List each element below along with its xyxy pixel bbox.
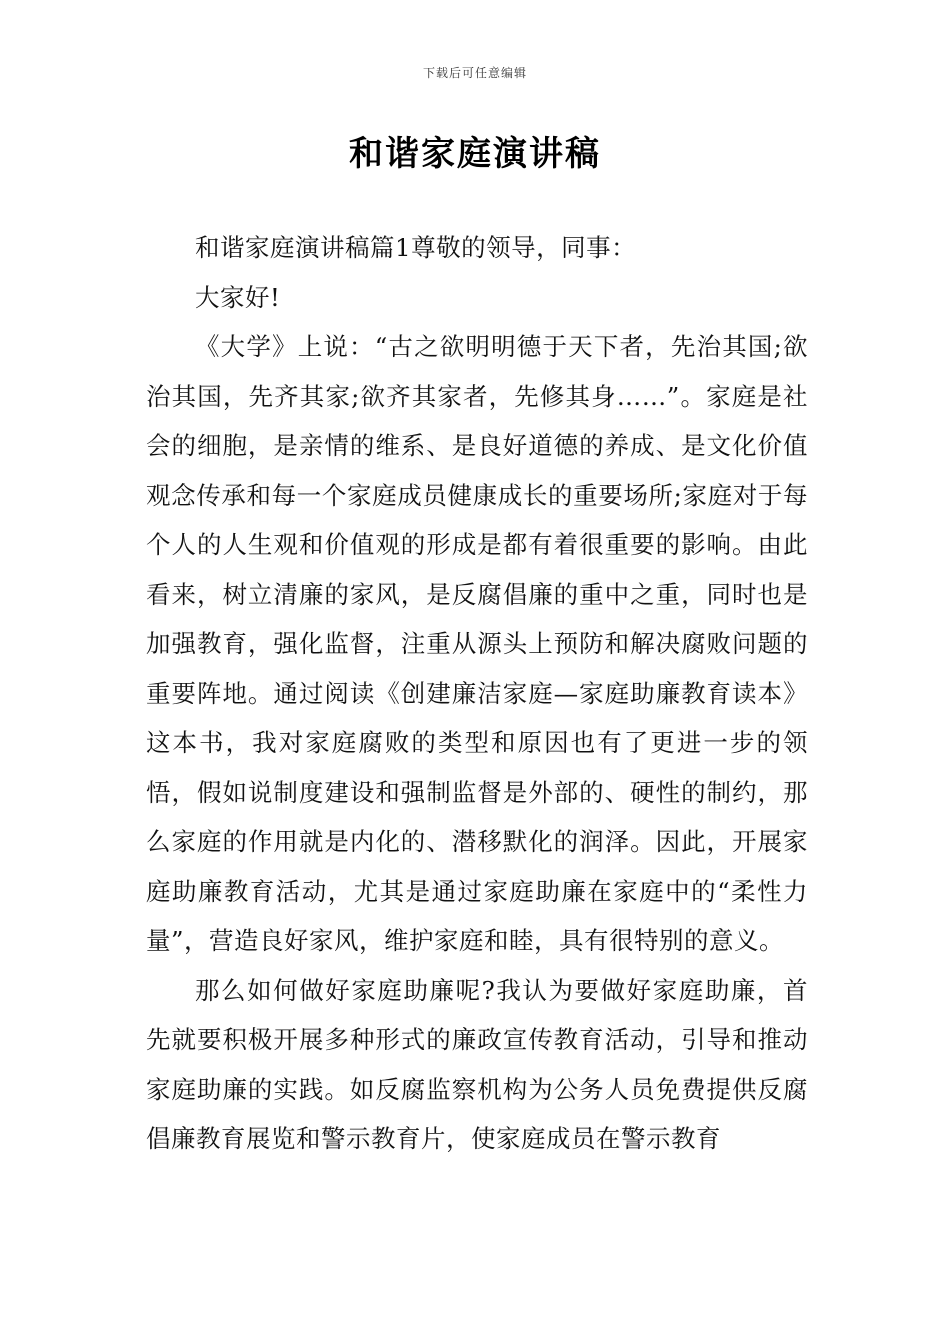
document-title: 和谐家庭演讲稿 — [349, 134, 601, 174]
header-note: 下载后可任意编辑 — [422, 66, 527, 80]
document-body — [146, 223, 808, 1164]
paragraph-greeting: 和谐家庭演讲稿篇1尊敬的领导，同事： — [195, 233, 637, 262]
paragraph-salutation: 大家好! — [195, 282, 281, 312]
paragraph-family-importance: 《大学》上说：“古之欲明明德于天下者，先治其国;欲治其国，先齐其家;欲齐其家者，先修其身……”。家庭是社会的细胞，是亲情的维系、是良好道德的养成、是文化价值观念传承和每一个家庭成员健康成长的重要场所;家庭对于每个人的人生观和价值观的形成是都有着很重要的影响。由此看来，树立清廉的家风，是反腐倡廉的重中之重，同时也是加强教育，强化监督，注重从源头上预防和解决腐败问题的重要阵地。通过阅读《创建廉洁家庭—家庭助廉教育读本》这本书，我对家庭腐败的类型和原因也有了更进一步的领悟，假如说制度建设和强制监督是外部的、硬性的制约，那么家庭的作用就是内化的、潜移默化的润泽。因此，开展家庭助廉教育活动，尤其是通过家庭助廉在家庭中的“柔性力量”，营造良好家风，维护家庭和睦，具有很特别的意义。 — [146, 332, 808, 955]
paragraph-how-to: 那么如何做好家庭助廉呢?我认为要做好家庭助廉，首先就要积极开展多种形式的廉政宣传教育活动，引导和推动家庭助廉的实践。如反腐监察机构为公务人员免费提供反腐倡廉教育展览和警示教育片，使家庭成员在警示教育 — [146, 975, 808, 1153]
